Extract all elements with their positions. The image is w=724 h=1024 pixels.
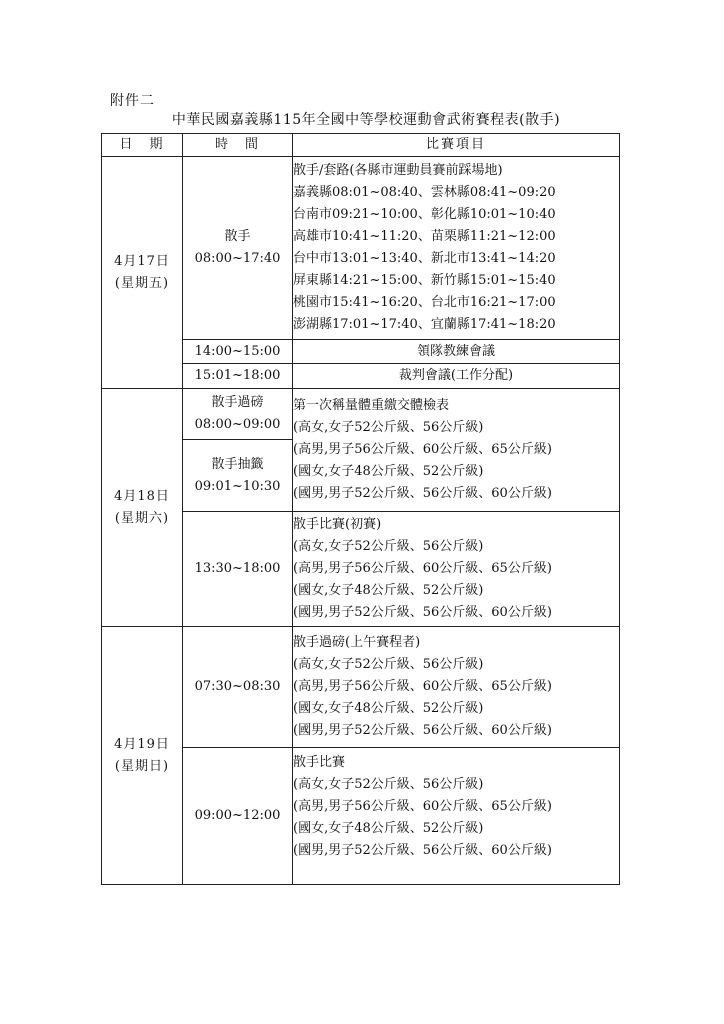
header-time: 時 間 bbox=[183, 134, 293, 157]
day1-referee-time: 15:01~18:00 bbox=[183, 364, 293, 389]
day3-row-weighin bbox=[102, 627, 620, 748]
list-item: 散手比賽(初賽) bbox=[293, 517, 382, 532]
day3-date-cell bbox=[102, 627, 183, 885]
day2-weighin-time-cell bbox=[183, 389, 293, 440]
day1-weekday: (星期五) bbox=[114, 275, 170, 291]
day3-match-time: 09:00~12:00 bbox=[183, 748, 293, 885]
list-item: 屏東縣14:21~15:00、新竹縣15:01~15:40 bbox=[293, 273, 556, 288]
list-item: 桃園市15:41~16:20、台北市16:21~17:00 bbox=[293, 295, 556, 310]
day3-weighin-items bbox=[293, 627, 620, 748]
list-item: (高男,男子56公斤級、60公斤級、65公斤級) bbox=[293, 561, 552, 576]
list-item: (國男,男子52公斤級、56公斤級、60公斤級) bbox=[293, 486, 552, 501]
header-row bbox=[102, 134, 620, 157]
day2-draw-label: 散手抽籤 bbox=[211, 456, 264, 472]
list-item: 散手/套路(各縣市運動員賽前踩場地) bbox=[293, 163, 503, 178]
list-item: 台南市09:21~10:00、彰化縣10:01~10:40 bbox=[293, 207, 556, 222]
list-item: 嘉義縣08:01~08:40、雲林縣08:41~09:20 bbox=[293, 185, 556, 200]
list-item: 第一次稱量體重繳交體檢表 bbox=[293, 398, 450, 413]
list-item: 台中市13:01~13:40、新北市13:41~14:20 bbox=[293, 251, 556, 266]
list-item: 散手過磅(上午賽程者) bbox=[293, 635, 421, 650]
list-item: (高女,女子52公斤級、56公斤級) bbox=[293, 420, 484, 435]
day2-weekday: (星期六) bbox=[114, 510, 170, 526]
day1-date: 4月17日 bbox=[114, 253, 170, 269]
attachment-label: 附件二 bbox=[110, 93, 155, 109]
list-item: (國男,男子52公斤級、56公斤級、60公斤級) bbox=[293, 723, 552, 738]
list-item: (國女,女子48公斤級、52公斤級) bbox=[293, 583, 484, 598]
list-item: (高女,女子52公斤級、56公斤級) bbox=[293, 657, 484, 672]
day2-row-weighin bbox=[102, 389, 620, 440]
list-item: (高女,女子52公斤級、56公斤級) bbox=[293, 539, 484, 554]
day3-date: 4月19日 bbox=[114, 736, 170, 752]
day3-weighin-time: 07:30~08:30 bbox=[183, 627, 293, 748]
day3-weekday: (星期日) bbox=[114, 758, 170, 774]
list-item: (高女,女子52公斤級、56公斤級) bbox=[293, 777, 484, 792]
day2-match-items bbox=[293, 512, 620, 627]
list-item: 高雄市10:41~11:20、苗栗縣11:21~12:00 bbox=[293, 229, 556, 244]
day2-draw-time: 09:01~10:30 bbox=[194, 478, 281, 494]
day1-date-cell bbox=[102, 157, 183, 389]
day1-practice-time: 08:00~17:40 bbox=[194, 251, 281, 266]
day1-practice-items bbox=[293, 157, 620, 340]
header-date: 日 期 bbox=[102, 134, 183, 157]
day1-practice-label: 散手 bbox=[224, 229, 251, 244]
day2-weighin-label: 散手過磅 bbox=[211, 395, 264, 410]
day2-draw-time-cell bbox=[183, 440, 293, 512]
list-item: (高男,男子56公斤級、60公斤級、65公斤級) bbox=[293, 679, 552, 694]
day2-match-time: 13:30~18:00 bbox=[183, 512, 293, 627]
schedule-table bbox=[101, 133, 620, 885]
list-item: (高男,男子56公斤級、60公斤級、65公斤級) bbox=[293, 799, 552, 814]
list-item: (國女,女子48公斤級、52公斤級) bbox=[293, 821, 484, 836]
list-item: (國男,男子52公斤級、56公斤級、60公斤級) bbox=[293, 605, 552, 620]
list-item: 散手比賽 bbox=[293, 755, 346, 770]
day1-referee-item: 裁判會議(工作分配) bbox=[293, 364, 620, 389]
list-item: 澎湖縣17:01~17:40、宜蘭縣17:41~18:20 bbox=[293, 317, 556, 332]
day1-meeting-time: 14:00~15:00 bbox=[183, 340, 293, 364]
day2-date-cell bbox=[102, 389, 183, 627]
day3-match-items bbox=[293, 748, 620, 885]
day2-date: 4月18日 bbox=[114, 488, 170, 504]
list-item: (國男,男子52公斤級、56公斤級、60公斤級) bbox=[293, 843, 552, 858]
day2-weighin-time: 08:00~09:00 bbox=[194, 417, 281, 432]
document-title: 中華民國嘉義縣115年全國中等學校運動會武術賽程表(散手) bbox=[171, 112, 561, 128]
day1-row-practice bbox=[102, 157, 620, 340]
list-item: (國女,女子48公斤級、52公斤級) bbox=[293, 701, 484, 716]
day1-practice-time-cell bbox=[183, 157, 293, 340]
day2-weighin-items bbox=[293, 389, 620, 512]
day1-meeting-item: 領隊教練會議 bbox=[293, 340, 620, 364]
list-item: (高男,男子56公斤級、60公斤級、65公斤級) bbox=[293, 442, 552, 457]
list-item: (國女,女子48公斤級、52公斤級) bbox=[293, 464, 484, 479]
header-items: 比賽項目 bbox=[293, 134, 620, 157]
